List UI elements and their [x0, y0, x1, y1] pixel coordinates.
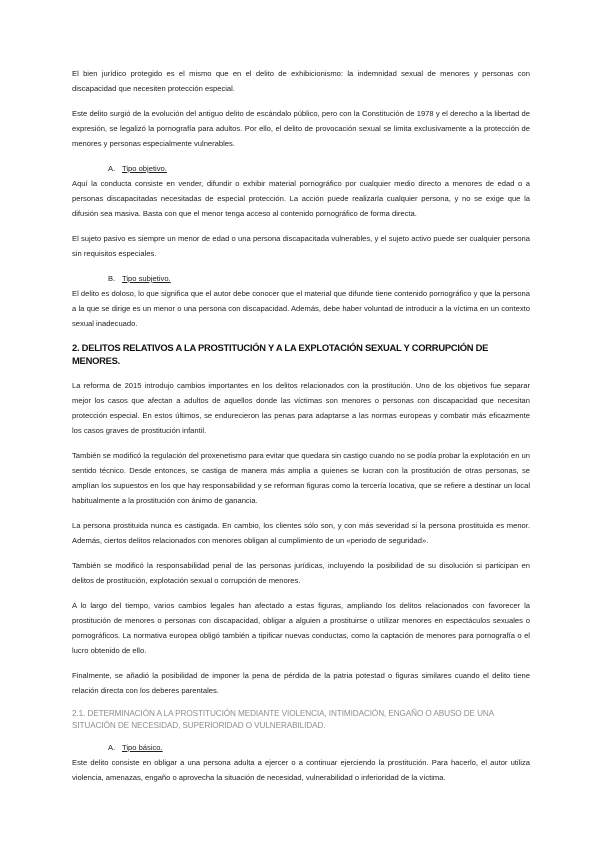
subheading-tipo-basico — [72, 740, 530, 755]
paragraph: El sujeto pasivo es siempre un menor de edad o una persona discapacitada vulnerables, y el sujeto activo puede ser cualquier persona sin requisitos especiales. — [72, 234, 530, 258]
paragraph: A lo largo del tiempo, varios cambios legales han afectado a estas figuras, ampliando los delitos relacionados con favorecer la prostitución de menores o personas con discapacidad, obligar a alguien a prostituirse o utilizar menores en espectáculos sexuales o pornográficos. La normativa europea obligó también a tipificar nuevas conductas, como la captación de menores para pornografía o el lucro obtenido de ello. — [72, 601, 530, 655]
paragraph: Este delito consiste en obligar a una persona adulta a ejercer o a continuar ejerciendo la prostitución. Para hacerlo, el autor utiliza violencia, amenazas, engaño o aprovecha la situación de necesidad, vulnerabilidad o inferioridad de la víctima. — [72, 758, 530, 782]
paragraph: La reforma de 2015 introdujo cambios importantes en los delitos relacionados con la prostitución. Uno de los objetivos fue separar mejor los casos que afectan a adultos de aquellos donde las víctimas son menores o personas con discapacidad que necesitan protección especial. En estos últimos, se endurecieron las penas para adaptarse a las normas europeas y combatir más eficazmente los casos graves de prostitución infantil. — [72, 381, 530, 435]
paragraph: La persona prostituida nunca es castigada. En cambio, los clientes sólo son, y con más severidad si la persona prostituida es menor. Además, ciertos delitos relacionados con menores obligan al cumplimiento de un «periodo de seguridad». — [72, 521, 530, 545]
subheading-label: Tipo básico. — [121, 743, 163, 752]
paragraph: Aquí la conducta consiste en vender, difundir o exhibir material pornográfico por cualquier medio directo a menores de edad o a personas discapacitadas necesitadas de especial protección. La acción puede realizarla cualquier persona, y no se exige que la difusión sea masiva. Basta con que el menor tenga acceso al contenido pornográfico de forma directa. — [72, 179, 530, 218]
subheading-tipo-subjetivo — [72, 271, 530, 286]
subheading-letter: B. — [108, 274, 116, 283]
paragraph: El delito es doloso, lo que significa que el autor debe conocer que el material que difunde tiene contenido pornográfico y que la persona a la que se dirige es un menor o una persona con discapacidad. Además, debe haber voluntad de introducir a la víctima en un contexto sexual inadecuado. — [72, 289, 530, 328]
subheading-tipo-objetivo — [72, 161, 530, 176]
section-heading: 2. DELITOS RELATIVOS A LA PROSTITUCIÓN Y A LA EXPLOTACIÓN SEXUAL Y CORRUPCIÓN DE MENORES. — [72, 342, 489, 366]
document-page — [72, 66, 530, 795]
paragraph: Este delito surgió de la evolución del antiguo delito de escándalo público, pero con la Constitución de 1978 y el derecho a la libertad de expresión, se legalizó la pornografía para adultos. Por ello, el delito de provocación sexual se limita exclusivamente a la protección de menores y personas especialmente vulnerables. — [72, 109, 530, 148]
paragraph: También se modificó la responsabilidad penal de las personas jurídicas, incluyendo la posibilidad de su disolución si participan en delitos de prostitución, explotación sexual o corrupción de menores. — [72, 561, 530, 585]
paragraph: El bien jurídico protegido es el mismo que en el delito de exhibicionismo: la indemnidad sexual de menores y personas con discapacidad que necesiten protección especial. — [72, 69, 530, 93]
subheading-label: Tipo subjetivo. — [121, 274, 171, 283]
paragraph: También se modificó la regulación del proxenetismo para evitar que quedara sin castigo cuando no se podía probar la explotación en un sentido técnico. Desde entonces, se castiga de manera más amplia a quienes se lucran con la prostitución de otras personas, se amplían los supuestos en los que hay responsabilidad y se reforman figuras como la tercería locativa, que se refiere a destinar un local habitualmente a la prostitución con ánimo de ganancia. — [72, 451, 530, 505]
paragraph: Finalmente, se añadió la posibilidad de imponer la pena de pérdida de la patria potestad o figuras similares cuando el delito tiene relación directa con los deberes parentales. — [72, 671, 530, 695]
subheading-letter: A. — [108, 743, 116, 752]
subheading-letter: A. — [108, 164, 116, 173]
subsection-heading: 2.1. DETERMINACIÓN A LA PROSTITUCIÓN MEDIANTE VIOLENCIA, INTIMIDACIÓN, ENGAÑO O ABUSO DE UNA SITUACIÓN DE NECESIDAD, SUPERIORIDAD O VULNERABILIDAD. — [72, 709, 494, 730]
subheading-label: Tipo objetivo. — [121, 164, 167, 173]
